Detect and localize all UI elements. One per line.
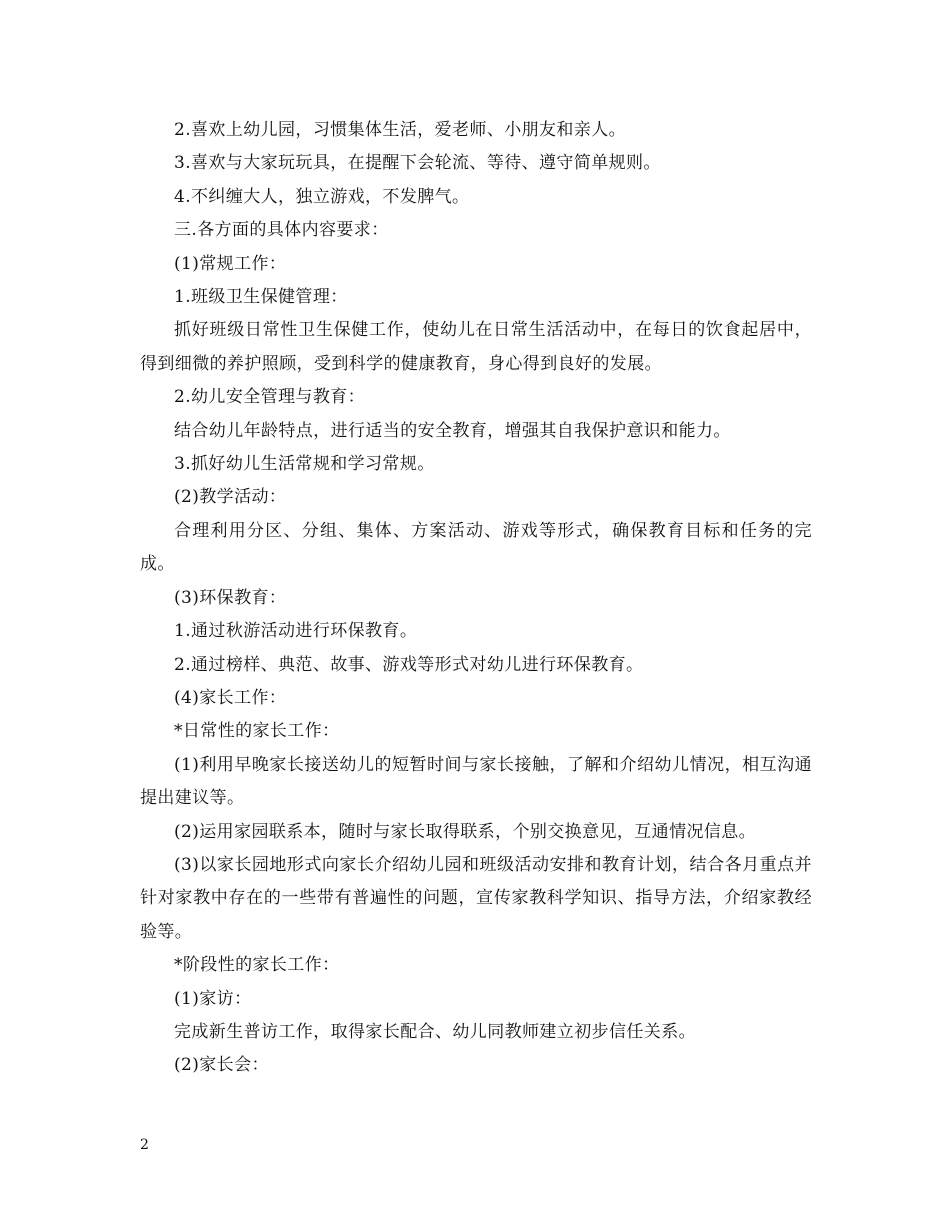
paragraph: 1.通过秋游活动进行环保教育。: [174, 621, 418, 642]
paragraph: (2)家长会：: [174, 1055, 269, 1076]
subsection-heading: (2)教学活动：: [174, 487, 287, 508]
paragraph: 抓好班级日常性卫生保健工作，使幼儿在日常生活活动中，在每日的饮食起居中，得到细微的养护照顾，受到科学的健康教育，身心得到良好的发展。: [140, 320, 812, 374]
document-body: [140, 114, 812, 1083]
paragraph: 3.喜欢与大家玩玩具，在提醒下会轮流、等待、遵守简单规则。: [174, 153, 661, 174]
paragraph: 4.不纠缠大人，独立游戏，不发脾气。: [174, 186, 470, 207]
paragraph: *阶段性的家长工作：: [174, 955, 340, 976]
subsection-heading: (3)环保教育：: [174, 587, 287, 608]
paragraph: 2.通过榜样、典范、故事、游戏等形式对幼儿进行环保教育。: [174, 654, 644, 675]
paragraph: 合理利用分区、分组、集体、方案活动、游戏等形式，确保教育目标和任务的完成。: [140, 520, 812, 575]
paragraph: 2.幼儿安全管理与教育：: [174, 387, 366, 408]
page-number: 2: [140, 1137, 149, 1153]
paragraph: 2.喜欢上幼儿园，习惯集体生活，爱老师、小朋友和亲人。: [174, 120, 627, 140]
paragraph: (2)运用家园联系本，随时与家长取得联系，个别交换意见，互通情况信息。: [174, 821, 757, 842]
paragraph: *日常性的家长工作：: [174, 721, 340, 742]
subsection-heading: (4)家长工作：: [174, 687, 287, 708]
paragraph: 3.抓好幼儿生活常规和学习常规。: [174, 454, 435, 475]
paragraph: 结合幼儿年龄特点，进行适当的安全教育，增强其自我保护意识和能力。: [174, 420, 731, 441]
paragraph: (1)家访：: [174, 988, 252, 1009]
section-heading: 三.各方面的具体内容要求：: [174, 220, 389, 241]
paragraph: 1.班级卫生保健管理：: [174, 287, 348, 308]
subsection-heading: (1)常规工作：: [174, 253, 287, 274]
paragraph: (1)利用早晚家长接送幼儿的短暂时间与家长接触，了解和介绍幼儿情况，相互沟通提出建议等。: [140, 754, 812, 809]
paragraph: 完成新生普访工作，取得家长配合、幼儿同教师建立初步信任关系。: [174, 1021, 696, 1042]
paragraph: (3)以家长园地形式向家长介绍幼儿园和班级活动安排和教育计划，结合各月重点并针对家教中存在的一些带有普遍性的问题，宣传家教科学知识、指导方法，介绍家教经验等。: [140, 854, 812, 942]
